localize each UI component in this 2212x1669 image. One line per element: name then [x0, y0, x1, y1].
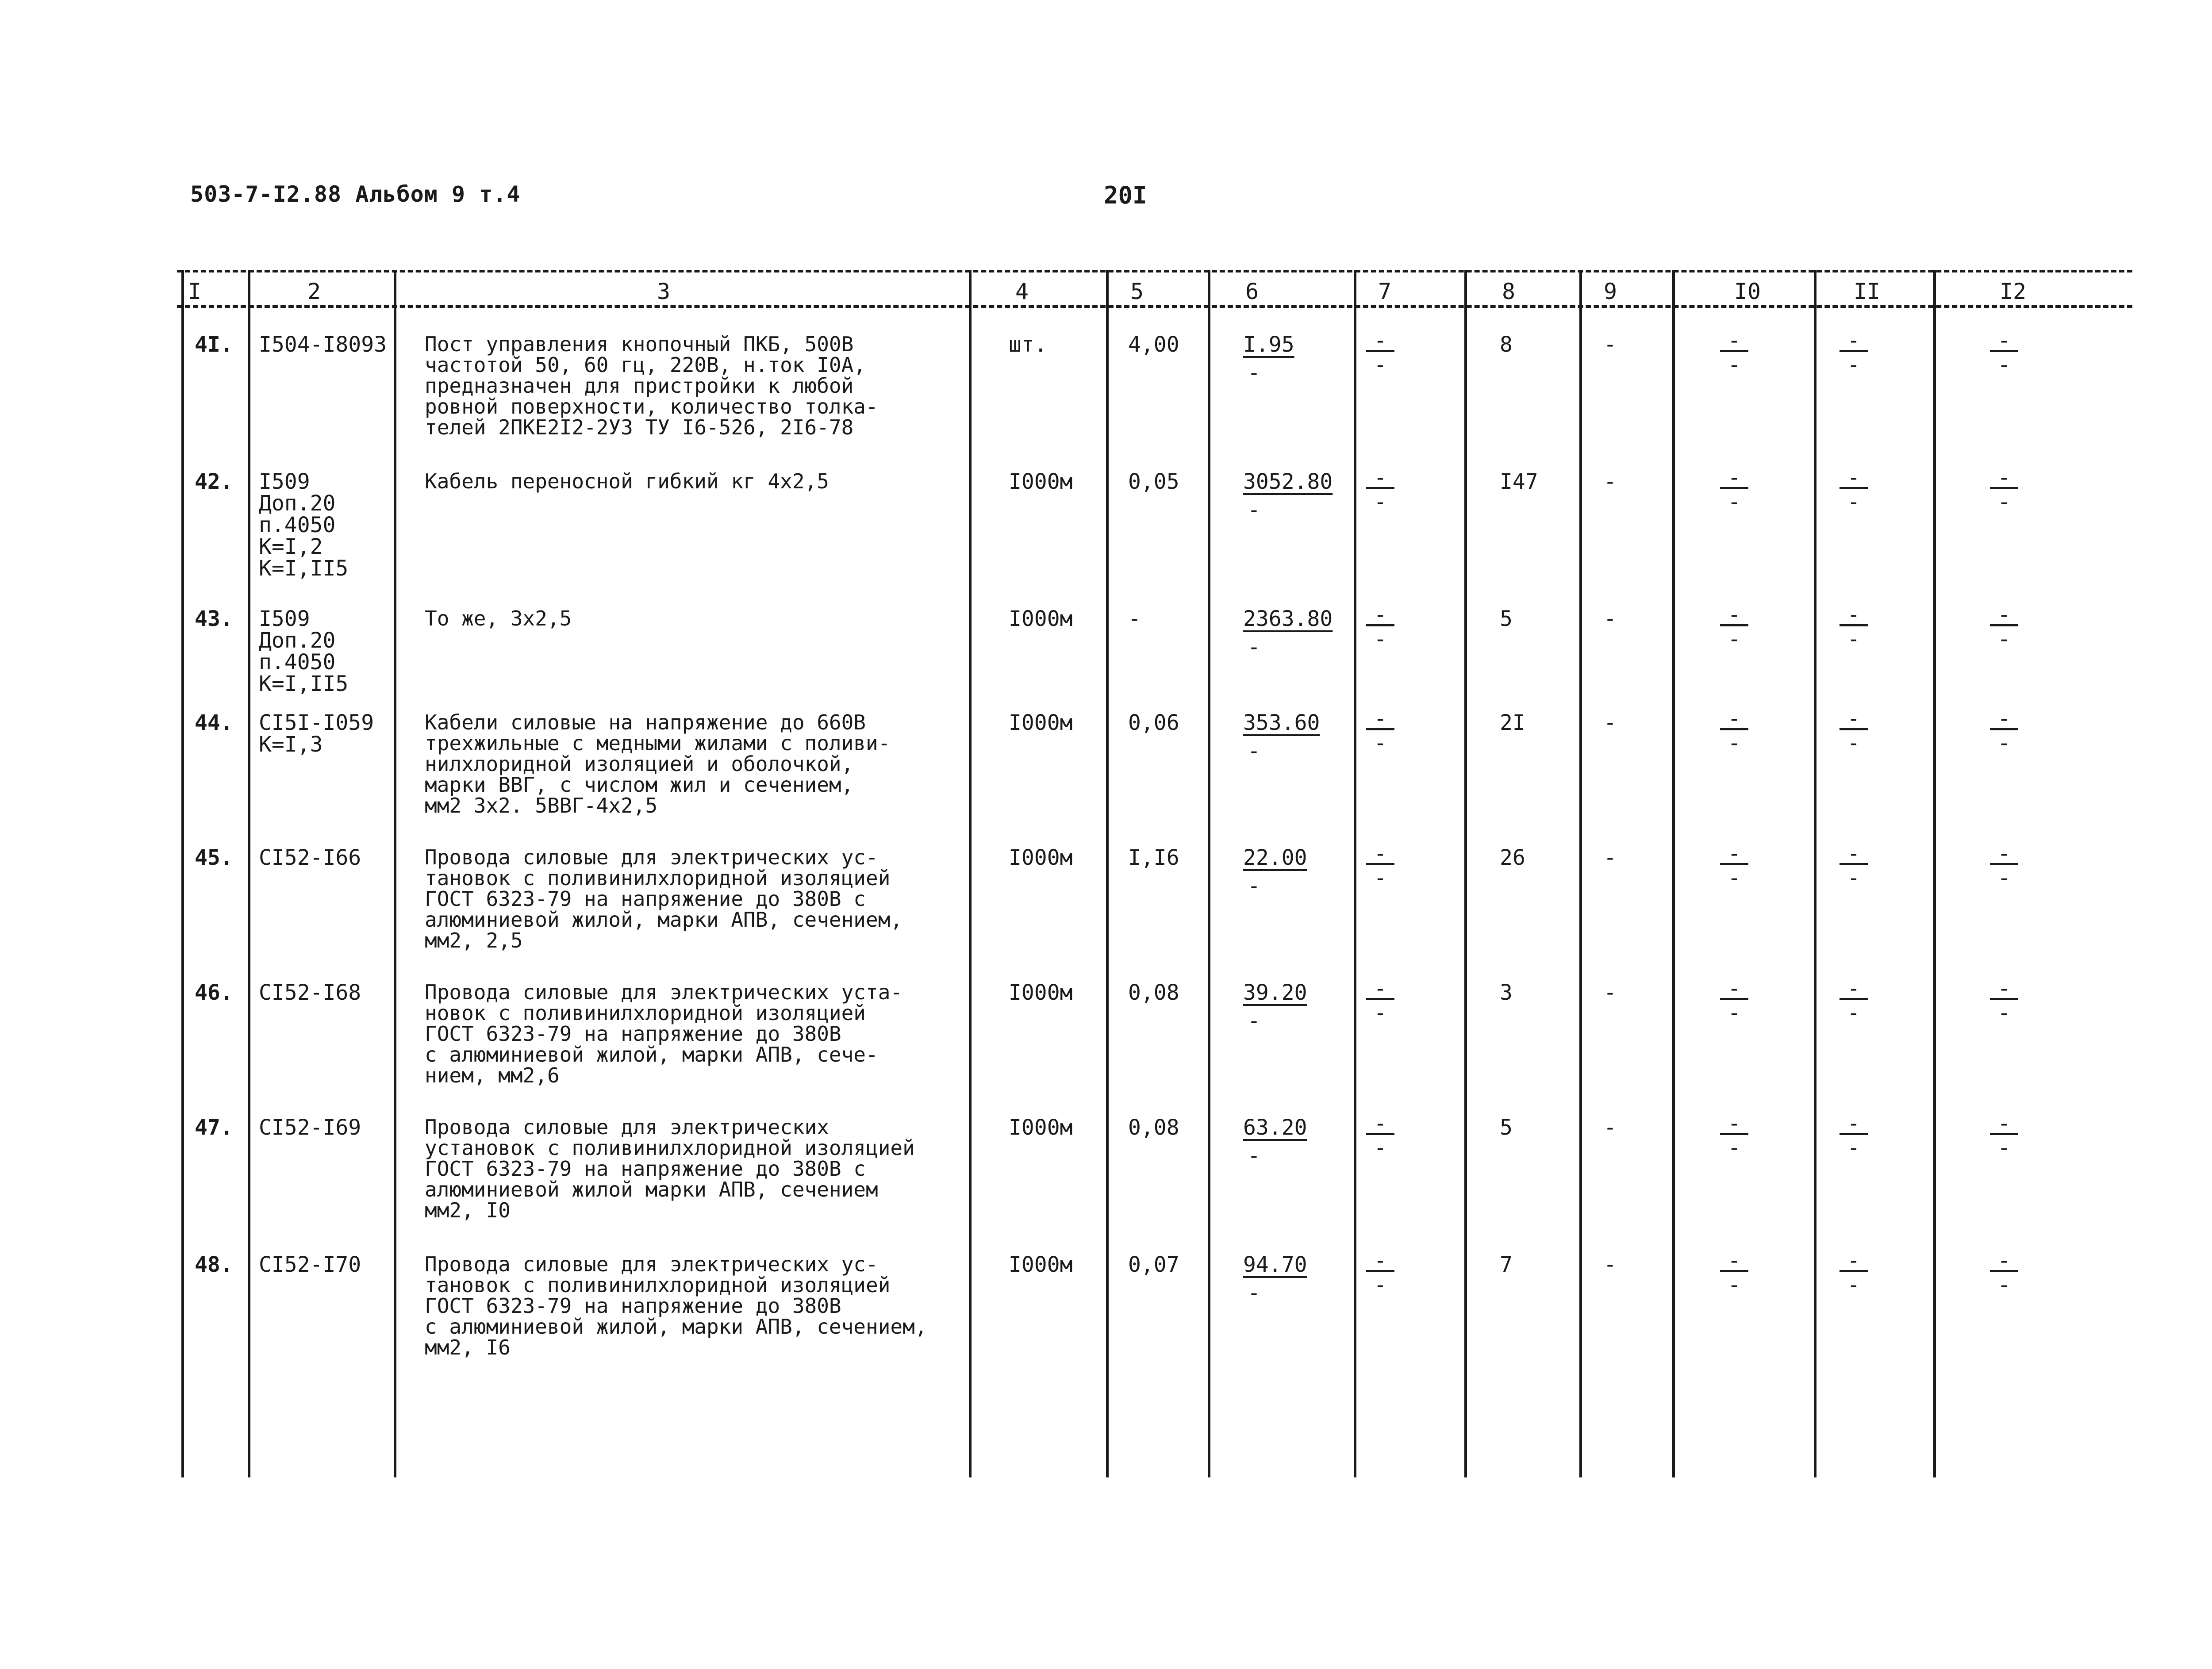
- row-code: CI52-I66: [259, 845, 361, 870]
- row-col8: 8: [1500, 332, 1513, 357]
- row-price: 39.20: [1243, 980, 1307, 1005]
- row-price: 2363.80: [1243, 606, 1333, 631]
- row-col11-fraction: [1836, 465, 1871, 514]
- row-col12-fraction: [1986, 465, 2022, 514]
- row-description: Провода силовые для электрических установок с поливинилхлоридной изоляцией ГОСТ 6323-79 на напряжение до 380В с алюминиевой жилой марки АПВ, сечением мм2, I0: [425, 1115, 915, 1222]
- row-unit: I000м: [1009, 1115, 1073, 1140]
- row-code: I509 Доп.20 п.4050 К=I,II5: [259, 606, 349, 696]
- row-col11-fraction-numerator: -: [1847, 1248, 1860, 1273]
- row-col7-fraction: [1363, 328, 1398, 377]
- row-col10-fraction-numerator: -: [1728, 841, 1741, 866]
- row-code: CI5I-I059 К=I,3: [259, 710, 374, 757]
- row-col8: 2I: [1500, 710, 1525, 735]
- row-col12-fraction: [1986, 1248, 2022, 1297]
- row-col11-fraction: [1836, 976, 1871, 1025]
- row-price: 22.00: [1243, 845, 1307, 870]
- row-col11-fraction-numerator: -: [1847, 328, 1860, 353]
- row-col12-fraction-numerator: -: [1997, 841, 2011, 866]
- column-divider-1-2: [248, 270, 250, 1477]
- row-col11-fraction-numerator: -: [1847, 976, 1860, 1001]
- row-col11-fraction: [1836, 1248, 1871, 1297]
- row-col11-fraction-denominator: -: [1847, 1001, 1860, 1025]
- row-col11-fraction: [1836, 602, 1871, 652]
- column-divider-9-10: [1672, 270, 1675, 1477]
- row-quantity: 0,05: [1128, 469, 1179, 494]
- row-col12-fraction-numerator: -: [1997, 465, 2011, 490]
- row-col7-fraction-numerator: -: [1374, 328, 1387, 353]
- row-col10-fraction-denominator: -: [1728, 353, 1741, 377]
- row-col12-fraction-numerator: -: [1997, 328, 2011, 353]
- row-number: 47.: [195, 1115, 233, 1140]
- row-col10-fraction: [1717, 841, 1752, 890]
- row-description: Кабели силовые на напряжение до 660В трехжильные с медными жилами с поливи- нилхлоридной изоляцией и оболочкой, марки ВВГ, с числом жил и сечением, мм2 3х2. 5ВВГ-4х2,5: [425, 710, 891, 817]
- row-quantity: 0,08: [1128, 1115, 1179, 1140]
- row-col7-fraction: [1363, 976, 1398, 1025]
- row-col8: 5: [1500, 1115, 1513, 1140]
- row-col11-fraction-denominator: -: [1847, 353, 1860, 377]
- row-col11-fraction-denominator: -: [1847, 1136, 1860, 1160]
- column-divider-left: [181, 270, 184, 1477]
- row-price-sub: -: [1248, 874, 1260, 898]
- row-col12-fraction-numerator: -: [1997, 706, 2011, 731]
- row-unit: I000м: [1009, 606, 1073, 631]
- row-col10-fraction: [1717, 602, 1752, 652]
- row-price-sub: -: [1248, 739, 1260, 764]
- row-code: CI52-I68: [259, 980, 361, 1005]
- column-divider-3-4: [969, 270, 972, 1477]
- column-divider-7-8: [1464, 270, 1467, 1477]
- row-price-sub: -: [1248, 1281, 1260, 1305]
- row-code: I509 Доп.20 п.4050 К=I,2 К=I,II5: [259, 469, 349, 581]
- row-col10-fraction-numerator: -: [1728, 976, 1741, 1001]
- row-unit: I000м: [1009, 710, 1073, 735]
- row-col7-fraction-numerator: -: [1374, 1111, 1387, 1136]
- row-code: CI52-I70: [259, 1252, 361, 1277]
- row-col7-fraction-numerator: -: [1374, 1248, 1387, 1273]
- row-col12-fraction-denominator: -: [1997, 1136, 2011, 1160]
- row-number: 46.: [195, 980, 233, 1005]
- column-number-4: 4: [1015, 279, 1029, 304]
- row-col11-fraction-numerator: -: [1847, 465, 1860, 490]
- column-divider-11-12: [1933, 270, 1936, 1477]
- row-col12-fraction-numerator: -: [1997, 1111, 2011, 1136]
- row-unit: I000м: [1009, 469, 1073, 494]
- row-col12-fraction: [1986, 1111, 2022, 1160]
- row-price: 94.70: [1243, 1252, 1307, 1277]
- row-col11-fraction-numerator: -: [1847, 602, 1860, 627]
- row-col12-fraction: [1986, 706, 2022, 756]
- row-col7-fraction: [1363, 1111, 1398, 1160]
- row-col10-fraction: [1717, 976, 1752, 1025]
- row-col10-fraction-denominator: -: [1728, 1001, 1741, 1025]
- row-col7-fraction: [1363, 706, 1398, 756]
- row-col7-fraction: [1363, 841, 1398, 890]
- row-col12-fraction-numerator: -: [1997, 602, 2011, 627]
- row-col12-fraction-denominator: -: [1997, 353, 2011, 377]
- column-number-9: 9: [1603, 279, 1617, 304]
- column-divider-5-6: [1208, 270, 1210, 1477]
- column-divider-8-9: [1579, 270, 1582, 1477]
- row-col10-fraction-numerator: -: [1728, 602, 1741, 627]
- row-col11-fraction: [1836, 328, 1871, 377]
- row-col10-fraction-denominator: -: [1728, 1136, 1741, 1160]
- row-col10-fraction: [1717, 1111, 1752, 1160]
- row-description: Пост управления кнопочный ПКБ, 500В частотой 50, 60 гц, 220В, н.ток I0А, предназначен для пристройки к любой ровной поверхности, количество толка- телей 2ПКЕ2I2-2У3 ТУ I6-526, 2I6-78: [425, 332, 878, 439]
- row-price: 353.60: [1243, 710, 1320, 735]
- row-quantity: -: [1128, 606, 1141, 631]
- row-price: 63.20: [1243, 1115, 1307, 1140]
- row-col10-fraction-numerator: -: [1728, 1111, 1741, 1136]
- row-col7-fraction-denominator: -: [1374, 731, 1387, 756]
- row-col9: -: [1604, 332, 1617, 357]
- row-col11-fraction-numerator: -: [1847, 1111, 1860, 1136]
- row-col10-fraction: [1717, 328, 1752, 377]
- column-number-5: 5: [1130, 279, 1144, 304]
- row-col11-fraction-denominator: -: [1847, 1273, 1860, 1297]
- row-col11-fraction: [1836, 841, 1871, 890]
- row-col8: 5: [1500, 606, 1513, 631]
- row-col9: -: [1604, 606, 1617, 631]
- row-price: I.95: [1243, 332, 1294, 357]
- row-col7-fraction-denominator: -: [1374, 490, 1387, 514]
- row-col8: 3: [1500, 980, 1513, 1005]
- row-quantity: I,I6: [1128, 845, 1179, 870]
- column-number-11: II: [1853, 279, 1881, 304]
- row-quantity: 4,00: [1128, 332, 1179, 357]
- row-price-sub: -: [1248, 498, 1260, 522]
- column-number-2: 2: [307, 279, 321, 304]
- row-col12-fraction-numerator: -: [1997, 1248, 2011, 1273]
- row-col12-fraction-denominator: -: [1997, 1273, 2011, 1297]
- row-col11-fraction: [1836, 1111, 1871, 1160]
- row-col11-fraction-denominator: -: [1847, 627, 1860, 652]
- row-col8: 26: [1500, 845, 1525, 870]
- row-col7-fraction-numerator: -: [1374, 976, 1387, 1001]
- column-number-10: I0: [1734, 279, 1761, 304]
- row-col7-fraction-denominator: -: [1374, 627, 1387, 652]
- row-unit: шт.: [1009, 332, 1047, 357]
- row-col12-fraction: [1986, 841, 2022, 890]
- column-number-8: 8: [1502, 279, 1516, 304]
- row-col9: -: [1604, 1115, 1617, 1140]
- row-price: 3052.80: [1243, 469, 1333, 494]
- row-col7-fraction-denominator: -: [1374, 1001, 1387, 1025]
- row-col10-fraction-numerator: -: [1728, 328, 1741, 353]
- row-col8: 7: [1500, 1252, 1513, 1277]
- row-col11-fraction-denominator: -: [1847, 866, 1860, 890]
- row-col7-fraction-denominator: -: [1374, 1136, 1387, 1160]
- row-col12-fraction-denominator: -: [1997, 866, 2011, 890]
- row-col7-fraction-numerator: -: [1374, 602, 1387, 627]
- row-col12-fraction-denominator: -: [1997, 731, 2011, 756]
- row-description: Провода силовые для электрических ус- тановок с поливинилхлоридной изоляцией ГОСТ 6323-79 на напряжение до 380В с алюминиевой жилой, марки АПВ, сечением, мм2, I6: [425, 1252, 927, 1359]
- row-quantity: 0,08: [1128, 980, 1179, 1005]
- row-description: То же, 3х2,5: [425, 606, 572, 630]
- row-col10-fraction-denominator: -: [1728, 490, 1741, 514]
- column-number-3: 3: [657, 279, 671, 304]
- row-col10-fraction-numerator: -: [1728, 465, 1741, 490]
- column-divider-6-7: [1354, 270, 1356, 1477]
- row-col10-fraction-numerator: -: [1728, 706, 1741, 731]
- row-col12-fraction-denominator: -: [1997, 1001, 2011, 1025]
- row-col7-fraction-numerator: -: [1374, 465, 1387, 490]
- row-quantity: 0,07: [1128, 1252, 1179, 1277]
- row-col10-fraction-numerator: -: [1728, 1248, 1741, 1273]
- row-col10-fraction: [1717, 706, 1752, 756]
- row-code: CI52-I69: [259, 1115, 361, 1140]
- row-col7-fraction: [1363, 465, 1398, 514]
- row-unit: I000м: [1009, 980, 1073, 1005]
- column-number-12: I2: [1999, 279, 2027, 304]
- row-col9: -: [1604, 710, 1617, 735]
- row-col8: I47: [1500, 469, 1538, 494]
- column-number-6: 6: [1245, 279, 1259, 304]
- row-col7-fraction-denominator: -: [1374, 866, 1387, 890]
- row-unit: I000м: [1009, 845, 1073, 870]
- column-number-1: I: [188, 279, 202, 304]
- column-divider-4-5: [1106, 270, 1109, 1477]
- row-number: 42.: [195, 469, 233, 494]
- row-col9: -: [1604, 845, 1617, 870]
- row-col10-fraction-denominator: -: [1728, 627, 1741, 652]
- row-col7-fraction-denominator: -: [1374, 353, 1387, 377]
- row-price-sub: -: [1248, 361, 1260, 385]
- row-quantity: 0,06: [1128, 710, 1179, 735]
- row-number: 45.: [195, 845, 233, 870]
- row-number: 48.: [195, 1252, 233, 1277]
- page-number: 20I: [1104, 181, 1147, 209]
- row-col7-fraction-numerator: -: [1374, 841, 1387, 866]
- column-number-7: 7: [1378, 279, 1392, 304]
- row-number: 4I.: [195, 332, 233, 357]
- row-number: 43.: [195, 606, 233, 631]
- row-col10-fraction: [1717, 1248, 1752, 1297]
- row-col7-fraction-denominator: -: [1374, 1273, 1387, 1297]
- row-description: Провода силовые для электрических уста- новок с поливинилхлоридной изоляцией ГОСТ 6323-79 на напряжение до 380В с алюминиевой жилой, марки АПВ, сече- нием, мм2,6: [425, 980, 903, 1087]
- row-description: Кабель переносной гибкий кг 4х2,5: [425, 469, 829, 493]
- row-code: I504-I8093: [259, 332, 387, 357]
- header-bottom-border: [177, 305, 2132, 308]
- row-col11-fraction-numerator: -: [1847, 706, 1860, 731]
- row-col7-fraction: [1363, 602, 1398, 652]
- row-col11-fraction: [1836, 706, 1871, 756]
- row-col11-fraction-denominator: -: [1847, 490, 1860, 514]
- row-number: 44.: [195, 710, 233, 735]
- row-col9: -: [1604, 980, 1617, 1005]
- row-col10-fraction-denominator: -: [1728, 1273, 1741, 1297]
- row-unit: I000м: [1009, 1252, 1073, 1277]
- row-col12-fraction: [1986, 602, 2022, 652]
- row-col7-fraction-numerator: -: [1374, 706, 1387, 731]
- row-col12-fraction-denominator: -: [1997, 627, 2011, 652]
- row-col12-fraction-denominator: -: [1997, 490, 2011, 514]
- row-description: Провода силовые для электрических ус- тановок с поливинилхлоридной изоляцией ГОСТ 6323-79 на напряжение до 380В с алюминиевой жилой, марки АПВ, сечением, мм2, 2,5: [425, 845, 903, 952]
- row-col11-fraction-denominator: -: [1847, 731, 1860, 756]
- row-price-sub: -: [1248, 1143, 1260, 1168]
- row-col10-fraction-denominator: -: [1728, 731, 1741, 756]
- row-col11-fraction-numerator: -: [1847, 841, 1860, 866]
- row-col7-fraction: [1363, 1248, 1398, 1297]
- row-col10-fraction-denominator: -: [1728, 866, 1741, 890]
- column-divider-2-3: [394, 270, 396, 1477]
- row-price-sub: -: [1248, 635, 1260, 660]
- document-reference: 503-7-I2.88 Альбом 9 т.4: [190, 181, 521, 207]
- row-col9: -: [1604, 1252, 1617, 1277]
- row-col10-fraction: [1717, 465, 1752, 514]
- row-col12-fraction-numerator: -: [1997, 976, 2011, 1001]
- column-divider-10-11: [1814, 270, 1816, 1477]
- row-col12-fraction: [1986, 328, 2022, 377]
- table-top-border: [177, 270, 2132, 272]
- row-price-sub: -: [1248, 1009, 1260, 1033]
- row-col9: -: [1604, 469, 1617, 494]
- row-col12-fraction: [1986, 976, 2022, 1025]
